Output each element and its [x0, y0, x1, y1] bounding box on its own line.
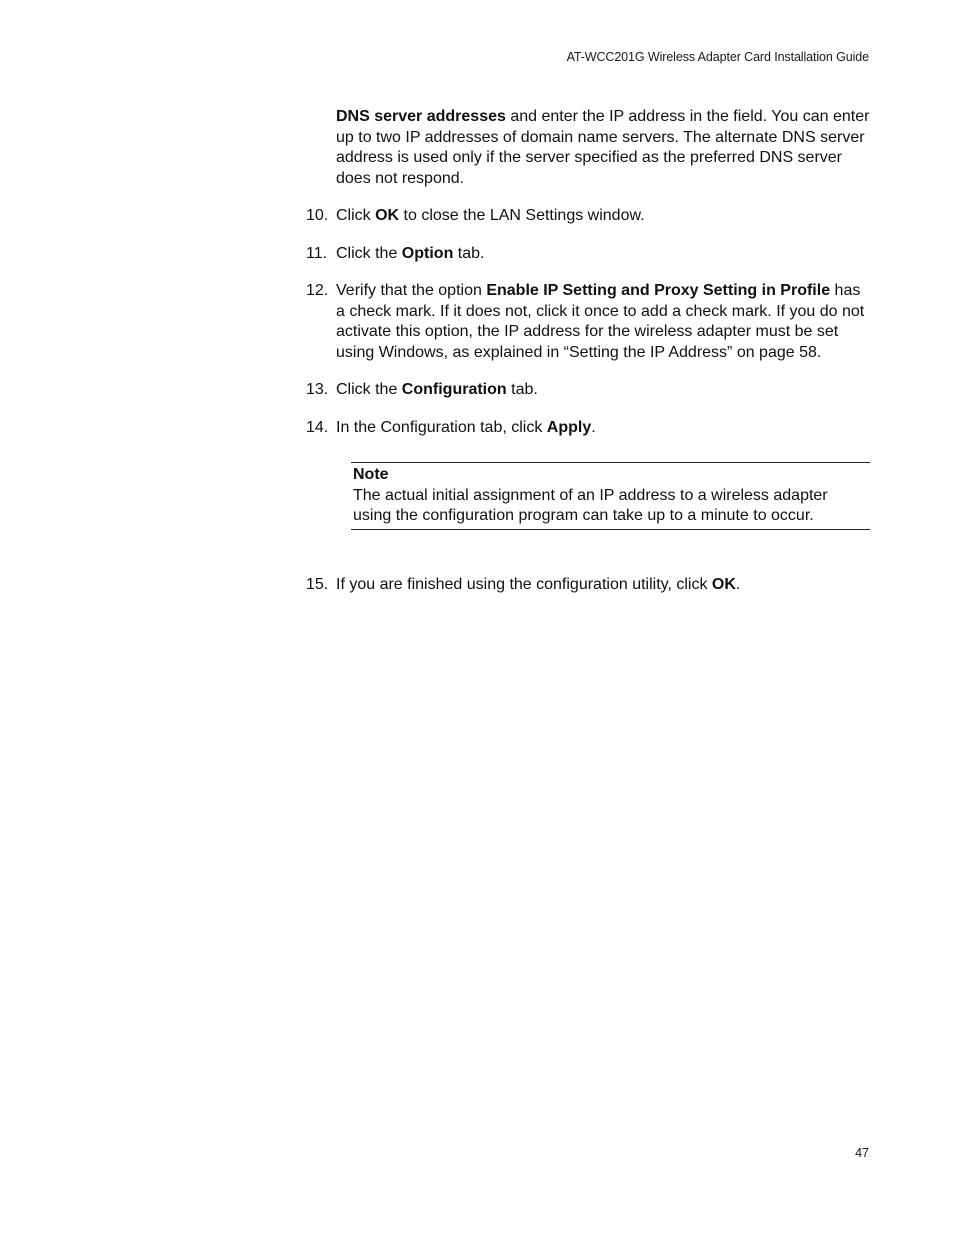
step-14 — [306, 418, 870, 439]
step-text: Verify that the option Enable IP Setting and Proxy Setting in Profile has a check mark. If it does not, click it once to add a check mark. If you do not activate this option, the IP address for the wireless adapter must be set using Windows, as explained in “Setting the IP Address” on page 58. — [336, 282, 865, 361]
apply-term: Apply — [546, 418, 592, 436]
enable-ip-setting-term: Enable IP Setting and Proxy Setting in Profile — [486, 282, 831, 299]
note-title: Note — [353, 466, 389, 483]
step-number: 15. — [306, 575, 329, 593]
configuration-tab-term: Configuration — [401, 381, 507, 398]
step-15 — [306, 575, 870, 596]
step-text: Click OK to close the LAN Settings window. — [336, 207, 645, 224]
step-text: Click the Option tab. — [336, 244, 485, 262]
step-11 — [306, 244, 870, 265]
note-box — [351, 462, 870, 530]
step-number: 14. — [306, 418, 329, 436]
step-text: Click the Configuration tab. — [336, 381, 538, 398]
step-number: 10. — [306, 207, 329, 224]
ok-term: OK — [375, 207, 400, 224]
option-tab-term: Option — [401, 244, 454, 262]
page-content — [306, 107, 870, 612]
step-number: 13. — [306, 381, 329, 398]
step-number: 12. — [306, 282, 329, 299]
ok-term: OK — [711, 575, 736, 593]
step-13 — [306, 380, 870, 401]
step-text: If you are finished using the configuration utility, click OK. — [336, 575, 741, 593]
step-number: 11. — [306, 244, 328, 262]
step-text: In the Configuration tab, click Apply. — [336, 418, 596, 436]
dns-server-addresses-term: DNS server addresses — [336, 108, 506, 125]
continued-paragraph-text: and enter the IP address in the field. You can enter up to two IP addresses of domain name servers. The alternate DNS server address is used only if the server specified as the preferred DNS server does not respond. — [336, 108, 870, 187]
continued-paragraph — [336, 107, 870, 189]
note-text: The actual initial assignment of an IP address to a wireless adapter using the configuration program can take up to a minute to occur. — [353, 486, 828, 524]
step-12 — [306, 281, 870, 363]
page-number: 47 — [855, 1146, 869, 1160]
running-header: AT-WCC201G Wireless Adapter Card Installation Guide — [566, 50, 869, 64]
step-10 — [306, 206, 870, 227]
